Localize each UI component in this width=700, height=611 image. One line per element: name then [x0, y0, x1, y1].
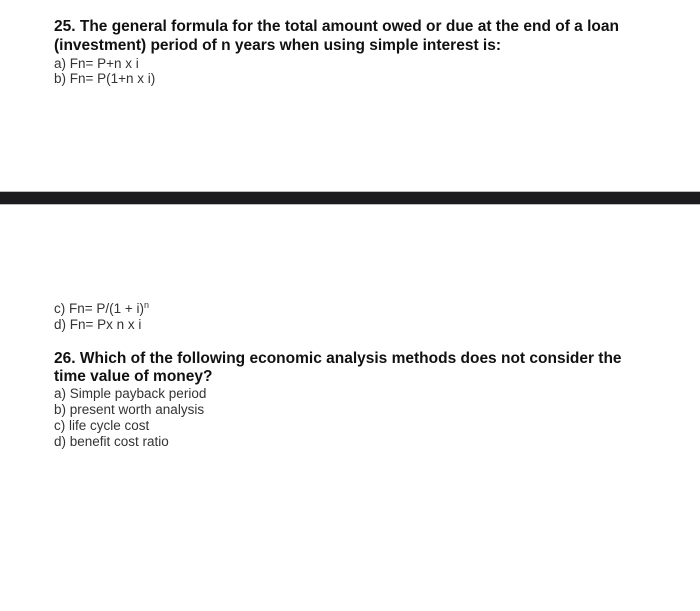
question-25-option-b: b) Fn= P(1+n x i) [54, 71, 156, 86]
question-26-option-c: c) life cycle cost [54, 418, 150, 433]
question-25-option-a: a) Fn= P+n x i [54, 56, 139, 71]
question-25-option-d: d) Fn= Px n x i [54, 317, 142, 332]
question-26-option-b: b) present worth analysis [54, 402, 205, 417]
option-c-exponent: n [144, 300, 150, 310]
question-26-title-line1: 26. Which of the following economic analysis methods does not consider the [54, 350, 622, 367]
question-26-title-line2: time value of money? [54, 368, 213, 385]
question-25-title-line2: (investment) period of n years when using simple interest is: [54, 37, 502, 54]
question-25-option-c [54, 301, 149, 316]
page-divider-bar [0, 191, 700, 205]
question-26-option-d: d) benefit cost ratio [54, 434, 169, 449]
question-25-title-line1: 25. The general formula for the total amount owed or due at the end of a loan [54, 18, 619, 35]
question-26-option-a: a) Simple payback period [54, 386, 207, 401]
option-c-text: c) Fn= P/(1 + i) [54, 301, 145, 316]
